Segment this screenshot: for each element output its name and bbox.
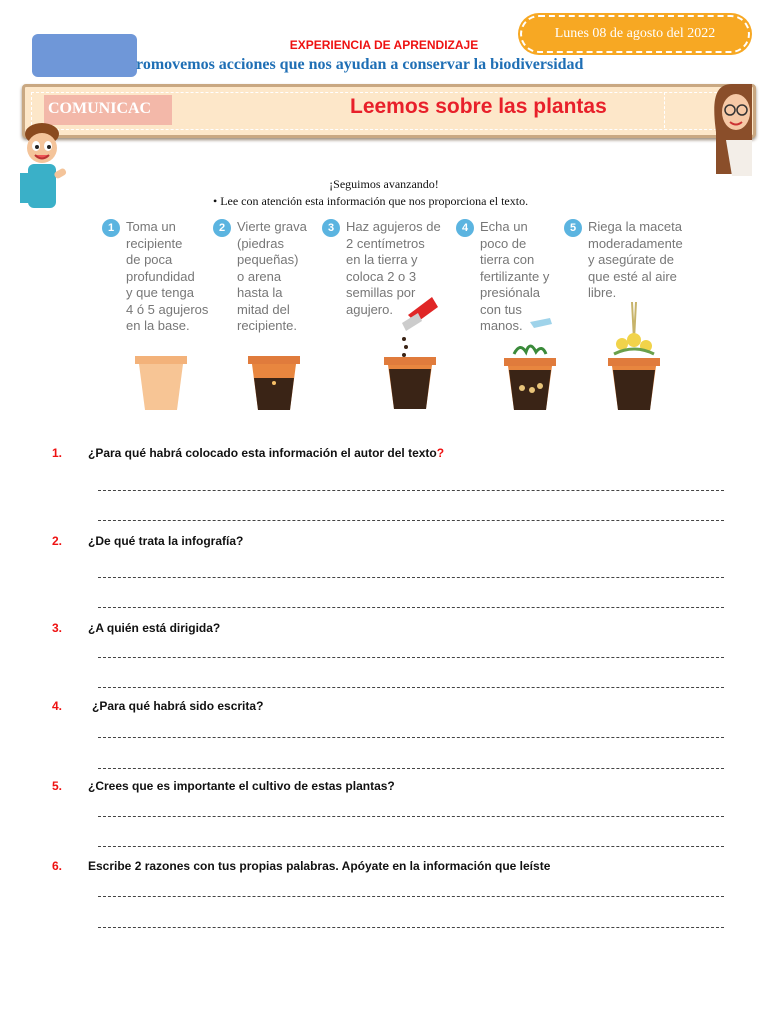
question-text-5: ¿Crees que es importante el cultivo de estas plantas? [88,779,395,793]
answer-line[interactable] [98,657,724,658]
date-badge: Lunes 08 de agosto del 2022 [520,15,750,53]
answer-line[interactable] [98,816,724,817]
experience-label: EXPERIENCIA DE APRENDIZAJE [289,38,479,52]
question-text-4: ¿Para qué habrá sido escrita? [92,699,264,713]
pot-seeds-illustration [380,295,440,411]
question-text-3: ¿A quién está dirigida? [88,621,221,635]
boy-illustration [20,118,70,208]
question-text-6: Escribe 2 razones con tus propias palabras. Apóyate en la información que leíste [88,859,551,873]
intro-heading: ¡Seguimos avanzando! [329,177,439,191]
answer-line[interactable] [98,607,724,608]
banner-divider [664,92,665,128]
answer-line[interactable] [98,737,724,738]
pot-empty-illustration [135,356,187,412]
answer-line[interactable] [98,490,724,491]
pot-gravel-illustration [248,356,300,412]
answer-line[interactable] [98,846,724,847]
answer-line[interactable] [98,520,724,521]
answer-line[interactable] [98,927,724,928]
answer-line[interactable] [98,768,724,769]
step-text-2: Vierte grava (piedras pequeñas) o arena hasta la mitad del recipiente. [237,219,307,333]
step-number-5: 5 [564,219,582,237]
step-number-3: 3 [322,219,340,237]
pot-plant-illustration [604,300,664,412]
answer-line[interactable] [98,687,724,688]
question-number-2: 2. [52,534,63,548]
question-text-1: ¿Para qué habrá colocado esta información el autor del texto? [88,446,445,460]
step-number-2: 2 [213,219,231,237]
subject-label: COMUNICAC [44,95,172,125]
pot-soil-illustration [500,318,560,412]
page-title: Leemos sobre las plantas [350,95,607,118]
step-text-5: Riega la maceta moderadamente y asegúrate de que esté al aire libre. [588,219,683,300]
question-number-5: 5. [52,779,63,793]
girl-illustration [712,82,752,176]
question-number-6: 6. [52,859,63,873]
intro-instruction: • Lee con atención esta información que nos proporciona el texto. [213,194,529,208]
step-number-1: 1 [102,219,120,237]
step-number-4: 4 [456,219,474,237]
question-number-3: 3. [52,621,63,635]
step-text-3: Haz agujeros de 2 centímetros en la tierra y coloca 2 o 3 semillas por agujero. [346,219,441,317]
step-text-1: Toma un recipiente de poca profundidad y que tenga 4 ó 5 agujeros en la base. [126,219,209,333]
question-number-4: 4. [52,699,63,713]
answer-line[interactable] [98,577,724,578]
question-text-2: ¿De qué trata la infografía? [88,534,244,548]
page-subtitle: romovemos acciones que nos ayudan a conservar la biodiversidad [136,56,584,73]
answer-line[interactable] [98,896,724,897]
question-number-1: 1. [52,446,63,460]
step-text-4: Echa un poco de tierra con fertilizante y presiónala con tus manos. [480,219,550,333]
